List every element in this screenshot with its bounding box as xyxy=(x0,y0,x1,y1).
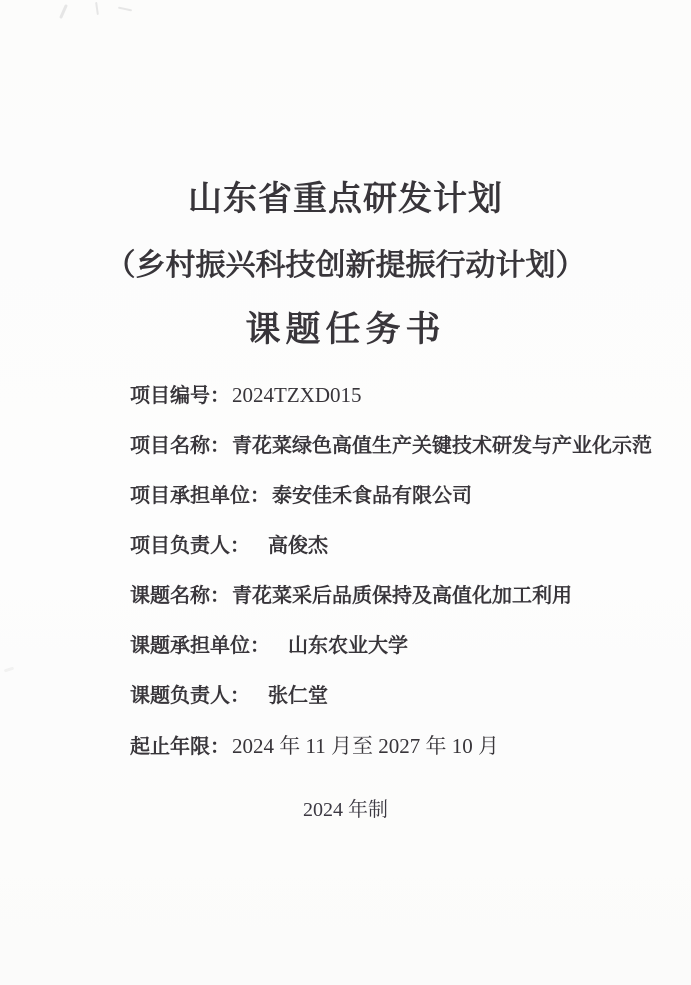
field-value: 山东农业大学 xyxy=(288,635,408,657)
title-block xyxy=(0,182,691,348)
footer-year-note: 2024 年制 xyxy=(303,799,388,821)
field-label: 课题承担单位： xyxy=(130,635,270,657)
scan-artifact xyxy=(118,7,132,12)
field-label: 起止年限： xyxy=(130,736,230,758)
field-row-project-undertaker xyxy=(130,486,691,507)
field-value: 青花菜采后品质保持及高值化加工利用 xyxy=(232,585,572,607)
field-value: 泰安佳禾食品有限公司 xyxy=(272,485,472,507)
field-row-subject-leader xyxy=(130,686,691,707)
field-label: 项目承担单位： xyxy=(130,485,270,507)
field-label: 项目编号： xyxy=(130,385,230,407)
field-row-project-name xyxy=(130,436,691,457)
field-row-subject-name xyxy=(130,586,691,607)
document-title-subprogram: （乡村振兴科技创新提振行动计划） xyxy=(105,249,586,282)
field-value: 高俊杰 xyxy=(268,535,328,557)
scan-artifact xyxy=(59,4,68,19)
field-row-project-leader xyxy=(130,536,691,557)
field-label: 课题名称： xyxy=(130,585,230,607)
field-value: 2024 年 11 月至 2027 年 10 月 xyxy=(232,734,499,758)
document-title-type: 课题任务书 xyxy=(245,310,446,349)
document-title-program: 山东省重点研发计划 xyxy=(188,180,503,218)
field-label: 项目负责人： xyxy=(130,535,250,557)
field-row-project-number xyxy=(130,385,691,407)
field-row-subject-undertaker xyxy=(130,636,691,657)
field-label: 项目名称： xyxy=(130,435,230,457)
field-value: 张仁堂 xyxy=(268,685,328,707)
field-value: 青花菜绿色高值生产关键技术研发与产业化示范 xyxy=(232,435,652,457)
field-row-duration xyxy=(130,736,691,758)
field-label: 课题负责人： xyxy=(130,685,250,707)
field-value: 2024TZXD015 xyxy=(232,383,362,407)
scan-artifact xyxy=(95,2,99,15)
fields-list xyxy=(0,385,691,758)
